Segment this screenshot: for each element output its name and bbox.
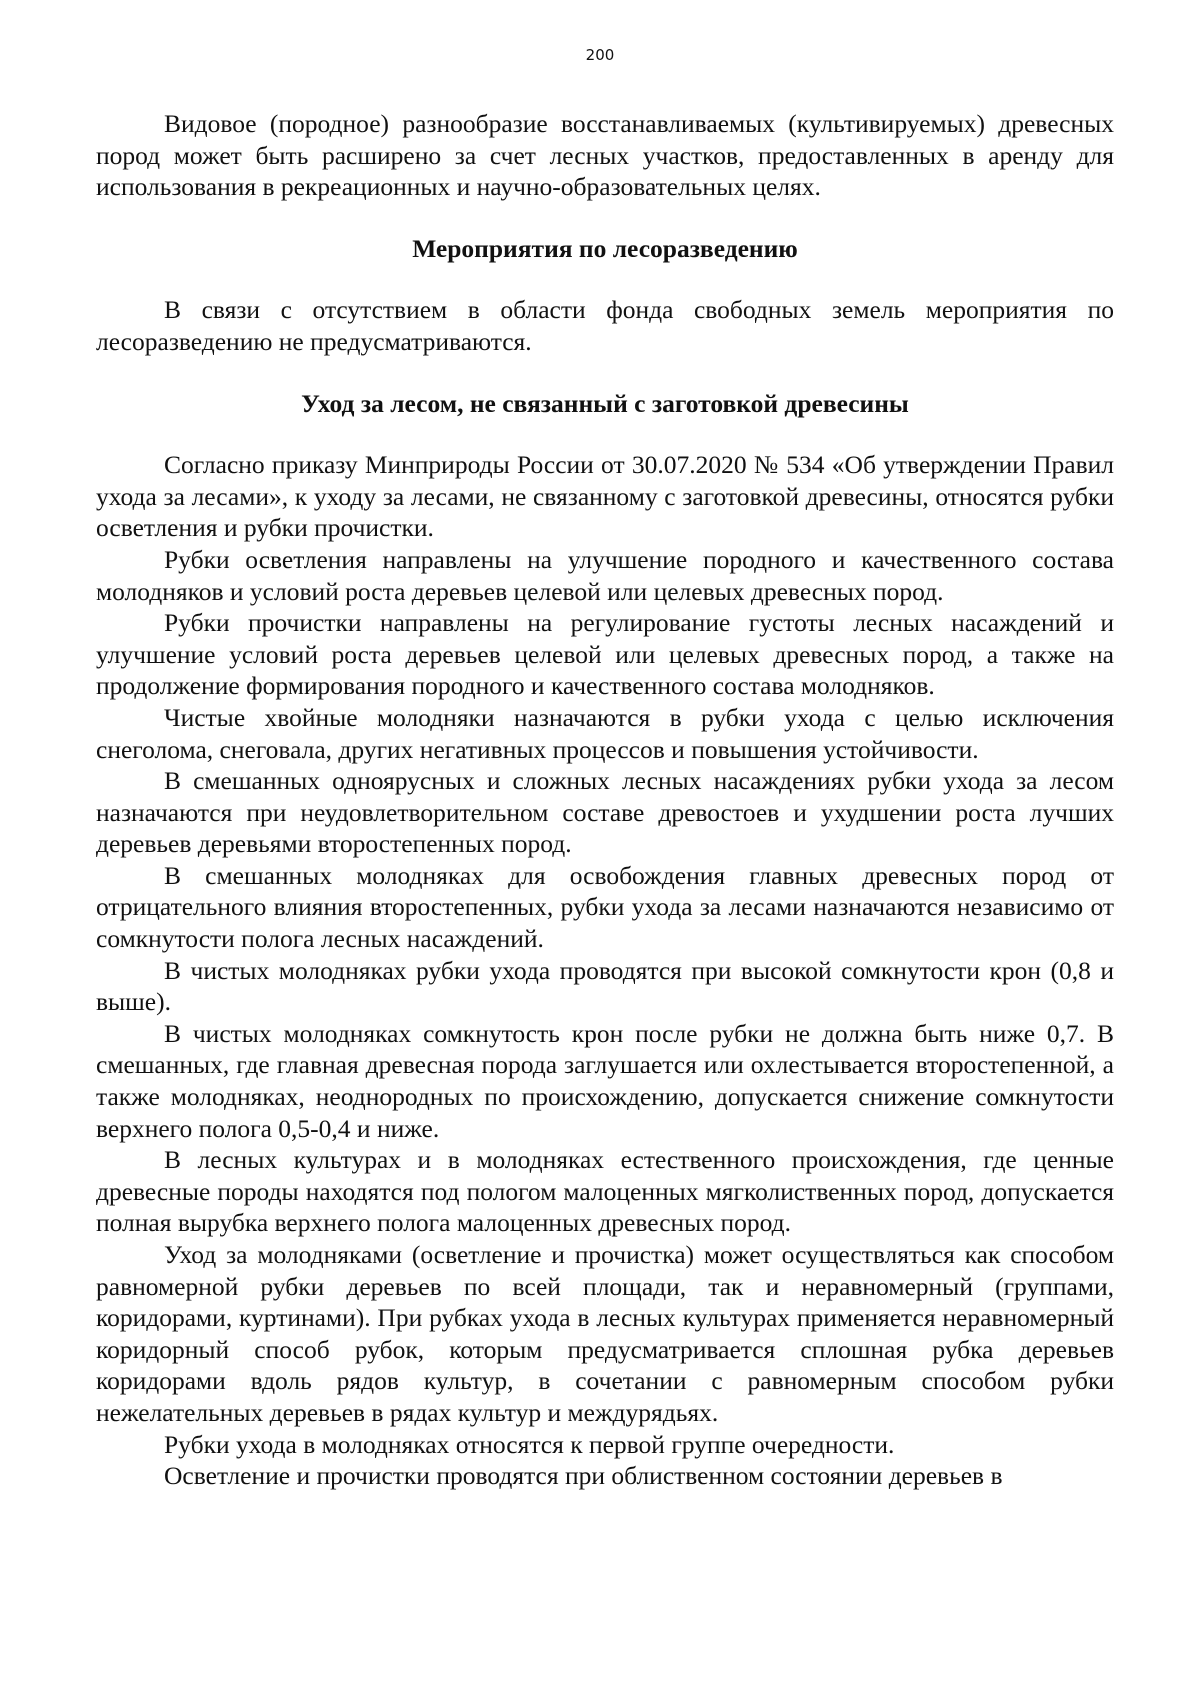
paragraph: В чистых молодняках сомкнутость крон после рубки не должна быть ниже 0,7. В смешанных, где главная древесная порода заглушается или охлестывается второстепенной, а также молодняках, неоднородных по происхождению, допускается снижение сомкнутости верхнего полога 0,5-0,4 и ниже. [96,1018,1114,1143]
paragraph: Осветление и прочистки проводятся при облиственном состоянии деревьев в [164,1461,1003,1491]
section-heading: Уход за лесом, не связанный с заготовкой древесины [301,388,909,418]
paragraph: Рубки осветления направлены на улучшение породного и качественного состава молодняков и условий роста деревьев целевой или целевых древесных пород. [96,544,1114,606]
section-heading: Мероприятия по лесоразведению [412,233,798,263]
paragraph: В смешанных молодняках для освобождения главных древесных пород от отрицательного влияния второстепенных, рубки ухода за лесами назначаются независимо от сомкнутости полога лесных насаждений. [96,860,1114,954]
paragraph: В лесных культурах и в молодняках естественного происхождения, где ценные древесные породы находятся под пологом малоценных мягколиственных пород, допускается полная вырубка верхнего полога малоценных древесных пород. [96,1145,1114,1238]
paragraph: В чистых молодняках рубки ухода проводятся при высокой сомкнутости крон (0,8 и выше). [96,955,1114,1017]
paragraph: Рубки ухода в молодняках относятся к первой группе очередности. [164,1429,895,1459]
paragraph: В смешанных одноярусных и сложных лесных насаждениях рубки ухода за лесом назначаются при неудовлетворительном составе древостоев и ухудшении роста лучших деревьев деревьями второстепенных пород. [96,766,1114,859]
paragraph: Видовое (породное) разнообразие восстанавливаемых (культивируемых) древесных пород может быть расширено за счет лесных участков, предоставленных в аренду для использования в рекреационных и научно-образовательных целях. [96,109,1114,202]
page-number: 200 [585,46,615,64]
paragraph: Рубки прочистки направлены на регулирование густоты лесных насаждений и улучшение условий роста деревьев целевой или целевых древесных пород, а также на продолжение формирования породного и качественного состава молодняков. [96,608,1114,701]
paragraph: Чистые хвойные молодняки назначаются в рубки ухода с целью исключения снеголома, снеговала, других негативных процессов и повышения устойчивости. [96,702,1114,764]
paragraph: Согласно приказу Минприроды России от 30.07.2020 № 534 «Об утверждении Правил ухода за лесами», к уходу за лесами, не связанному с заготовкой древесины, относятся рубки осветления и рубки прочистки. [96,450,1114,543]
paragraph: Уход за молодняками (осветление и прочистка) может осуществляться как способом равномерной рубки деревьев по всей площади, так и неравномерный (группами, коридорами, куртинами). При рубках ухода в лесных культурах применяется неравномерный коридорный способ рубок, которым предусматривается сплошная рубка деревьев коридорами вдоль рядов культур, в сочетании с равномерным способом рубки нежелательных деревьев в рядах культур и междурядьях. [96,1240,1114,1427]
paragraph: В связи с отсутствием в области фонда свободных земель мероприятия по лесоразведению не предусматриваются. [96,295,1114,356]
document-body [96,108,1114,1492]
